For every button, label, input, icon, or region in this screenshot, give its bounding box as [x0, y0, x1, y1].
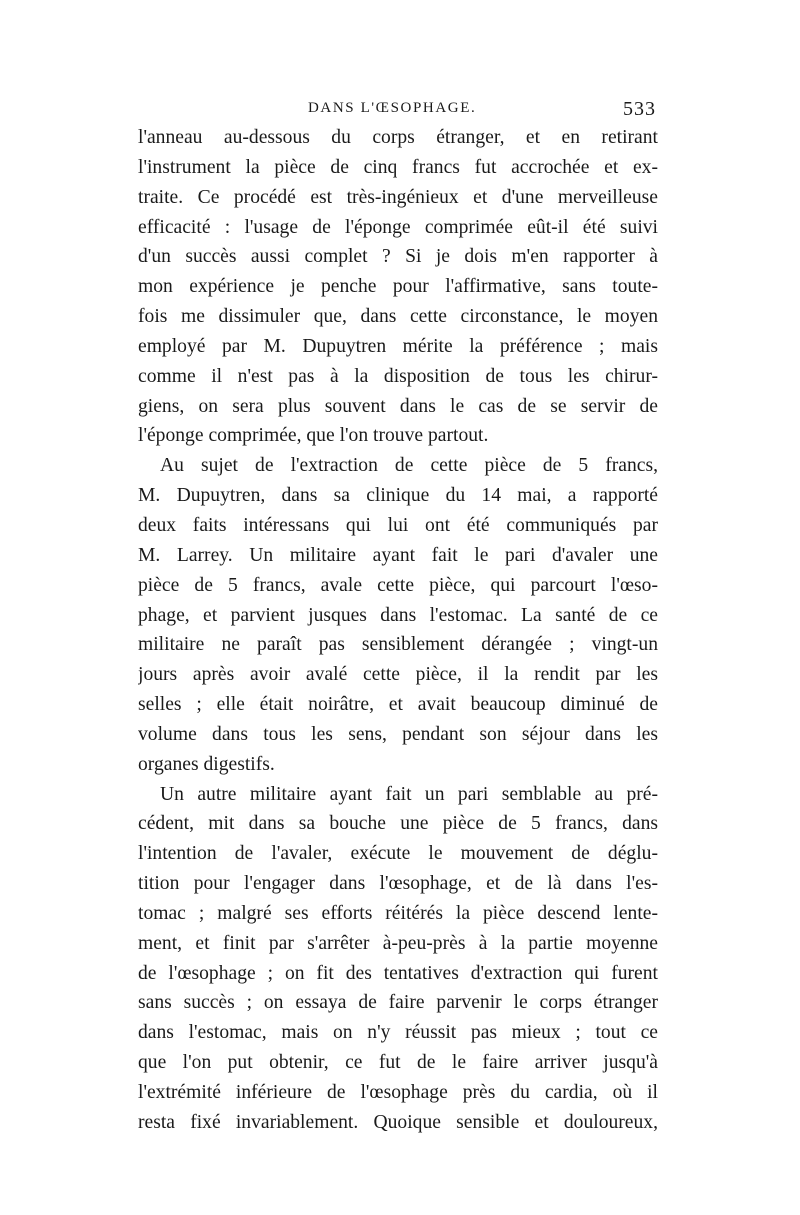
text-line: comme il n'est pas à la disposition de tous les chirur-: [138, 365, 658, 387]
text-line: l'instrument la pièce de cinq francs fut accrochée et ex-: [138, 156, 658, 178]
text-line: M. Larrey. Un militaire ayant fait le pari d'avaler une: [138, 544, 658, 566]
text-line: ment, et finit par s'arrêter à-peu-près à la partie moyenne: [138, 932, 658, 954]
body-text: [138, 123, 658, 1138]
text-line: organes digestifs.: [138, 753, 275, 775]
text-line: jours après avoir avalé cette pièce, il la rendit par les: [138, 664, 658, 686]
text-line: cédent, mit dans sa bouche une pièce de 5 francs, dans: [138, 813, 658, 835]
text-line: M. Dupuytren, dans sa clinique du 14 mai, a rapporté: [138, 485, 658, 507]
text-line: resta fixé invariablement. Quoique sensible et douloureux,: [138, 1111, 658, 1133]
text-line: sans succès ; on essaya de faire parvenir le corps étranger: [138, 992, 658, 1014]
text-line: l'intention de l'avaler, exécute le mouvement de déglu-: [138, 843, 658, 865]
text-line: tomac ; malgré ses efforts réitérés la pièce descend lente-: [138, 902, 658, 924]
running-head: [140, 100, 660, 124]
text-line: phage, et parvient jusques dans l'estomac. La santé de ce: [138, 604, 658, 626]
text-line: Au sujet de l'extraction de cette pièce de 5 francs,: [160, 455, 658, 477]
text-line: giens, on sera plus souvent dans le cas de se servir de: [138, 395, 658, 417]
text-line: militaire ne paraît pas sensiblement dérangée ; vingt-un: [138, 634, 658, 656]
text-line: Un autre militaire ayant fait un pari semblable au pré-: [160, 783, 658, 805]
text-line: traite. Ce procédé est très-ingénieux et d'une merveilleuse: [138, 186, 658, 208]
text-line: l'extrémité inférieure de l'œsophage près du cardia, où il: [138, 1082, 658, 1103]
text-line: tition pour l'engager dans l'œsophage, et de là dans l'es-: [138, 873, 658, 895]
text-line: de l'œsophage ; on fit des tentatives d'extraction qui furent: [138, 962, 658, 984]
text-line: selles ; elle était noirâtre, et avait beaucoup diminué de: [138, 694, 658, 716]
text-line: dans l'estomac, mais on n'y réussit pas mieux ; tout ce: [138, 1022, 658, 1044]
text-line: pièce de 5 francs, avale cette pièce, qui parcourt l'œso-: [138, 574, 658, 596]
text-line: mon expérience je penche pour l'affirmative, sans toute-: [138, 276, 658, 298]
text-line: l'éponge comprimée, que l'on trouve partout.: [138, 425, 489, 447]
text-line: d'un succès aussi complet ? Si je dois m'en rapporter à: [138, 246, 658, 268]
text-line: volume dans tous les sens, pendant son séjour dans les: [138, 723, 658, 745]
text-line: efficacité : l'usage de l'éponge comprimée eût-il été suivi: [138, 216, 658, 238]
page-number: 533: [623, 98, 656, 120]
running-title: DANS L'ŒSOPHAGE.: [308, 100, 477, 116]
text-line: que l'on put obtenir, ce fut de le faire arriver jusqu'à: [138, 1052, 658, 1074]
text-line: employé par M. Dupuytren mérite la préférence ; mais: [138, 335, 658, 357]
text-line: deux faits intéressans qui lui ont été communiqués par: [138, 514, 658, 536]
text-line: l'anneau au-dessous du corps étranger, et en retirant: [138, 127, 658, 148]
text-line: fois me dissimuler que, dans cette circonstance, le moyen: [138, 306, 658, 328]
